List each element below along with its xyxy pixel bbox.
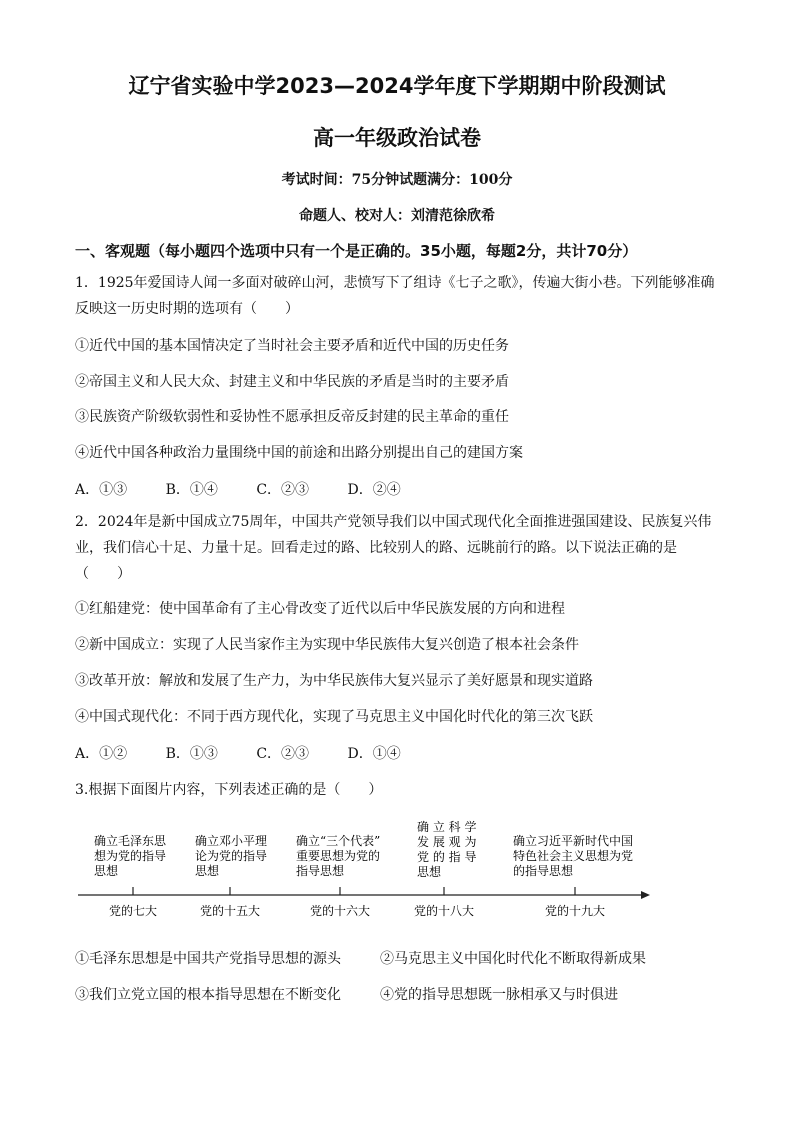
timeline-event-2 (195, 834, 271, 918)
q1-statement-3: ③民族资产阶级软弱性和妥协性不愿承担反帝反封建的民主革命的重任 (75, 409, 509, 425)
q1-statement-4: ④近代中国各种政治力量围绕中国的前途和出路分别提出自己的建国方案 (75, 445, 523, 461)
section-heading: 一、客观题（每小题四个选项中只有一个是正确的。35小题，每题2分，共计70分） (75, 242, 638, 260)
q3-statement-2: ②马克思主义中国化时代化不断取得新成果 (380, 951, 646, 967)
exam-subtitle: 高一年级政治试卷 (313, 126, 481, 150)
timeline-event-label: 确立邓小平理 论为党的指导 思想 (195, 834, 268, 878)
timeline-event-label: 确立“三个代表” 重要思想为党的 指导思想 (296, 834, 381, 878)
q1-statement-2: ②帝国主义和人民大众、封建主义和中华民族的矛盾是当时的主要矛盾 (75, 374, 509, 390)
q3-stem: 3.根据下面图片内容，下列表述正确的是（ ） (75, 782, 383, 798)
q3-statement-4: ④党的指导思想既一脉相承又与时俱进 (380, 987, 618, 1003)
q2-stem: 2．2024年是新中国成立75周年，中国共产党领导我们以中国式现代化全面推进强国建设、民族复兴伟业，我们信心十足、力量十足。回看走过的路、比较别人的路、远眺前行的路。以下说法正确的是（ ） (75, 514, 712, 582)
q3-statement-3: ③我们立党立国的根本指导思想在不断变化 (75, 987, 341, 1003)
exam-info: 考试时间：75分钟试题满分：100分 (281, 172, 513, 188)
timeline-event-5 (513, 833, 637, 918)
timeline-event-label: 确 立 科 学 发 展 观 为 党 的 指 导 思想 (417, 820, 477, 879)
q1-option-a: A．①③ (75, 482, 128, 498)
timeline-congress-label: 党的十五大 (199, 904, 261, 918)
q2-statement-4: ④中国式现代化：不同于西方现代化，实现了马克思主义中国化时代化的第三次飞跃 (75, 709, 593, 725)
q1-option-d: D．②④ (347, 482, 401, 498)
timeline-arrow-icon (641, 891, 650, 899)
q2-statement-3: ③改革开放：解放和发展了生产力，为中华民族伟大复兴显示了美好愿景和现实道路 (75, 673, 593, 689)
timeline-event-3 (296, 834, 384, 918)
q2-option-d: D．①④ (347, 746, 401, 762)
timeline-congress-label: 党的十六大 (309, 904, 371, 918)
q2-options (75, 743, 435, 763)
q2-option-b: B．①③ (165, 746, 218, 762)
timeline-event-1 (94, 834, 170, 918)
timeline-event-label: 确立毛泽东思 想为党的指导 思想 (94, 834, 167, 878)
q1-options (75, 479, 435, 499)
timeline-diagram (70, 815, 660, 925)
timeline-congress-label: 党的十九大 (544, 904, 606, 918)
q1-option-c: C．②③ (256, 482, 310, 498)
exam-authors: 命题人、校对人：刘清范徐欣希 (299, 208, 495, 224)
timeline-congress-label: 党的七大 (108, 904, 158, 918)
q1-statement-1: ①近代中国的基本国情决定了当时社会主要矛盾和近代中国的历史任务 (75, 338, 509, 354)
q2-option-a: A．①② (75, 746, 128, 762)
timeline-event-4 (414, 819, 480, 918)
q2-statement-2: ②新中国成立：实现了人民当家作主为实现中华民族伟大复兴创造了根本社会条件 (75, 637, 579, 653)
timeline-event-label: 确立习近平新时代中国 特色社会主义思想为党 的指导思想 (513, 834, 634, 878)
q3-statement-1: ①毛泽东思想是中国共产党指导思想的源头 (75, 951, 341, 967)
q1-option-b: B．①④ (165, 482, 218, 498)
q1-stem: 1．1925年爱国诗人闻一多面对破碎山河，悲愤写下了组诗《七子之歌》，传遍大街小巷。下列能够准确反映这一历史时期的选项有（ ） (75, 275, 715, 317)
timeline-congress-label: 党的十八大 (413, 904, 475, 918)
q2-option-c: C．②③ (256, 746, 310, 762)
q2-statement-1: ①红船建党：使中国革命有了主心骨改变了近代以后中华民族发展的方向和进程 (75, 601, 565, 617)
exam-title: 辽宁省实验中学2023—2024学年度下学期期中阶段测试 (128, 74, 666, 98)
